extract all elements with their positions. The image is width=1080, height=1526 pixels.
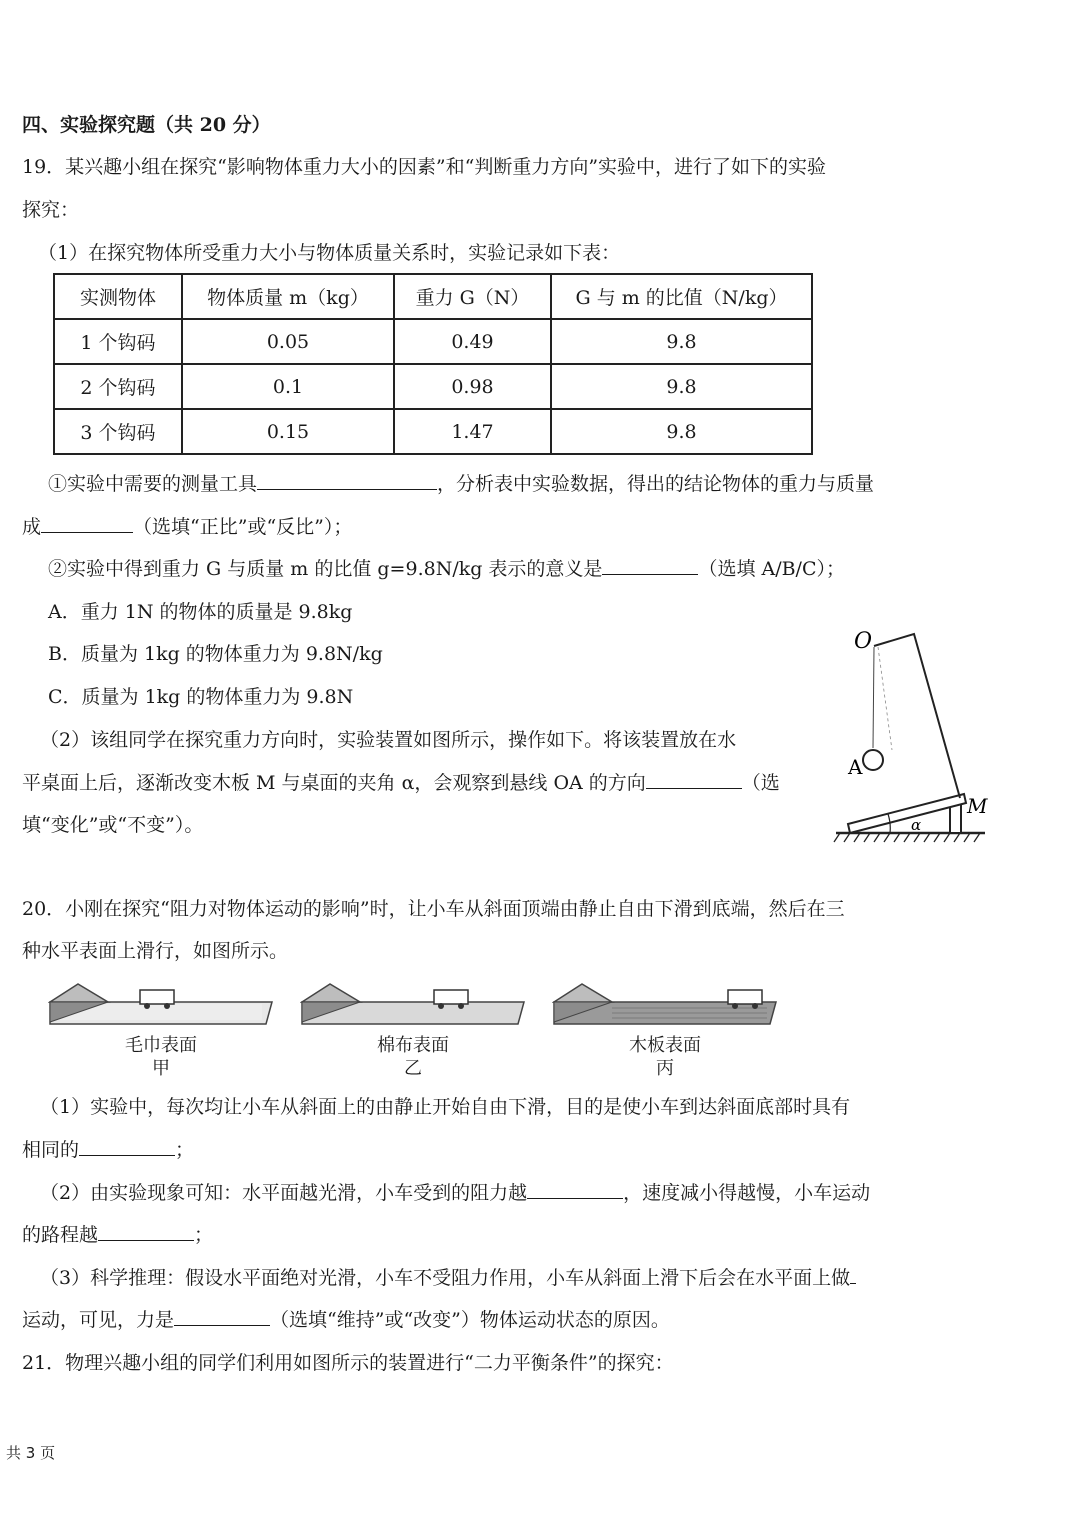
- ground-hatching: [834, 833, 980, 842]
- table-header-cell: G 与 m 的比值（N/kg）: [551, 274, 812, 319]
- q19-sub1-text-b: ，分析表中实验数据，得出的结论物体的重力与质量: [437, 473, 875, 495]
- ball-a: [863, 750, 883, 770]
- answer-blank-force-role[interactable]: [174, 1307, 270, 1326]
- table-header-cell: 实测物体: [54, 274, 182, 319]
- cart-wheel: [458, 1003, 464, 1009]
- q20-p3-line1: [40, 1265, 856, 1291]
- table-header-row: [54, 274, 812, 319]
- table-row: [54, 364, 812, 409]
- q19-option-a: A．重力 1N 的物体的质量是 9.8kg: [48, 601, 353, 623]
- string-oa: [873, 647, 874, 748]
- q20-p3-text-b: 运动，可见，力是: [22, 1309, 175, 1331]
- table-cell: 0.05: [182, 319, 394, 364]
- ramp: [50, 984, 108, 1002]
- q20-p2-line2: [22, 1222, 213, 1248]
- towel-surface-label: 毛巾表面: [125, 1035, 197, 1056]
- table-row: [54, 409, 812, 454]
- cart-wheel: [438, 1003, 444, 1009]
- q20-p1-line2: [22, 1137, 194, 1163]
- table-cell: 0.1: [182, 364, 394, 409]
- table-cell: 2 个钩码: [54, 364, 182, 409]
- wood-surface-tag: 丙: [656, 1058, 674, 1079]
- q20-p3-text-a: （3）科学推理：假设水平面绝对光滑，小车不受阻力作用，小车从斜面上滑下后会在水平面上做: [40, 1267, 851, 1289]
- q20-p1-text-b: ；: [175, 1139, 195, 1161]
- q19-sub1-text-a: ①实验中需要的测量工具: [48, 473, 258, 495]
- q20-stem-line1: 20．小刚在探究“阻力对物体运动的影响”时，让小车从斜面顶端由静止自由下滑到底端，然后在三: [22, 898, 845, 920]
- q19-part2-text-a: 平桌面上后，逐渐改变木板 M 与桌面的夹角 α，会观察到悬线 OA 的方向: [22, 772, 646, 794]
- q19-part2-text-b: （选: [741, 772, 780, 794]
- q19-sub1-text-d: （选填“正比”或“反比”）；: [133, 516, 353, 538]
- answer-blank-meaning[interactable]: [602, 556, 698, 575]
- cart: [728, 990, 762, 1004]
- q19-sub1-line1: [48, 471, 874, 497]
- q19-part2-line3: 填“变化”或“不变”）。: [22, 814, 204, 836]
- answer-blank-proportion[interactable]: [41, 514, 133, 533]
- table-cell: 9.8: [551, 364, 812, 409]
- answer-blank-speed[interactable]: [79, 1137, 175, 1156]
- q19-sub1-text-c: 成: [22, 516, 42, 538]
- answer-blank-motion[interactable]: [850, 1265, 856, 1284]
- cart-wheel: [752, 1003, 758, 1009]
- cart-wheel: [164, 1003, 170, 1009]
- q19-part1-intro: （1）在探究物体所受重力大小与物体质量关系时，实验记录如下表：: [38, 242, 621, 264]
- cart: [434, 990, 468, 1004]
- board-m: [848, 794, 966, 833]
- table-cell: 1.47: [394, 409, 551, 454]
- answer-blank-distance[interactable]: [98, 1222, 194, 1241]
- table-cell: 0.15: [182, 409, 394, 454]
- q19-stem-line2: 探究：: [22, 199, 80, 221]
- q19-sub2-text-b: （选填 A/B/C）；: [698, 558, 846, 580]
- table-cell: 3 个钩码: [54, 409, 182, 454]
- cloth-surface-tag: 乙: [404, 1058, 422, 1079]
- dashed-reference-line: [878, 647, 892, 750]
- gravity-data-table: [53, 273, 813, 455]
- support-block: [950, 804, 961, 833]
- label-a: A: [848, 755, 863, 779]
- label-m: M: [967, 794, 988, 818]
- towel-surface-figure: [48, 982, 274, 1028]
- q20-p2-text-c: 的路程越: [22, 1224, 99, 1246]
- q20-stem-line2: 种水平表面上滑行，如图所示。: [22, 940, 289, 962]
- table-cell: 0.49: [394, 319, 551, 364]
- q20-p2-line1: [40, 1180, 870, 1206]
- page-footer: 共 3 页: [6, 1444, 56, 1462]
- q19-stem-line1: 19．某兴趣小组在探究“影响物体重力大小的因素”和“判断重力方向”实验中，进行了如下的实验: [22, 156, 827, 178]
- answer-blank-direction[interactable]: [646, 770, 742, 789]
- label-o: O: [854, 629, 873, 654]
- towel-surface-tag: 甲: [152, 1058, 170, 1079]
- q20-p2-text-a: （2）由实验现象可知：水平面越光滑，小车受到的阻力越: [40, 1182, 528, 1204]
- stand-frame: [874, 634, 960, 798]
- cloth-surface-label: 棉布表面: [377, 1035, 449, 1056]
- q20-p2-text-d: ；: [194, 1224, 214, 1246]
- q20-p2-text-b: ，速度减小得越慢，小车运动: [623, 1182, 871, 1204]
- table-header-cell: 物体质量 m（kg）: [182, 274, 394, 319]
- q19-part2-line2: [22, 770, 780, 796]
- table-header-cell: 重力 G（N）: [394, 274, 551, 319]
- table-cell: 0.98: [394, 364, 551, 409]
- table-cell: 9.8: [551, 319, 812, 364]
- ramp: [302, 984, 360, 1002]
- answer-blank-resistance[interactable]: [527, 1180, 623, 1199]
- q20-p1-text-a: 相同的: [22, 1139, 80, 1161]
- gravity-direction-apparatus-figure: [830, 620, 990, 855]
- section-title: 四、实验探究题（共 20 分）: [22, 114, 271, 136]
- answer-blank-tool[interactable]: [257, 471, 437, 490]
- cart-wheel: [732, 1003, 738, 1009]
- q19-option-c: C．质量为 1kg 的物体重力为 9.8N: [48, 686, 354, 708]
- q20-p3-text-c: （选填“维持”或“改变”）物体运动状态的原因。: [270, 1309, 670, 1331]
- cloth-surface-figure: [300, 982, 526, 1028]
- label-alpha: α: [911, 816, 922, 834]
- cart: [140, 990, 174, 1004]
- cart-wheel: [144, 1003, 150, 1009]
- q19-option-b: B．质量为 1kg 的物体重力为 9.8N/kg: [48, 643, 383, 665]
- q19-sub2-text-a: ②实验中得到重力 G 与质量 m 的比值 g=9.8N/kg 表示的意义是: [48, 558, 603, 580]
- q21-stem: 21．物理兴趣小组的同学们利用如图所示的装置进行“二力平衡条件”的探究：: [22, 1352, 674, 1374]
- table-row: [54, 319, 812, 364]
- q19-part2-line1: （2）该组同学在探究重力方向时，实验装置如图所示，操作如下。将该装置放在水: [40, 729, 737, 751]
- q19-sub2-line: [48, 556, 845, 582]
- table-cell: 1 个钩码: [54, 319, 182, 364]
- table-cell: 9.8: [551, 409, 812, 454]
- wood-surface-figure: [552, 982, 778, 1028]
- wood-surface-label: 木板表面: [629, 1035, 701, 1056]
- q20-p1-line1: （1）实验中，每次均让小车从斜面上的由静止开始自由下滑，目的是使小车到达斜面底部时具有: [40, 1096, 851, 1118]
- q20-p3-line2: [22, 1307, 670, 1333]
- ramp: [554, 984, 612, 1002]
- q19-sub1-line2: [22, 514, 352, 540]
